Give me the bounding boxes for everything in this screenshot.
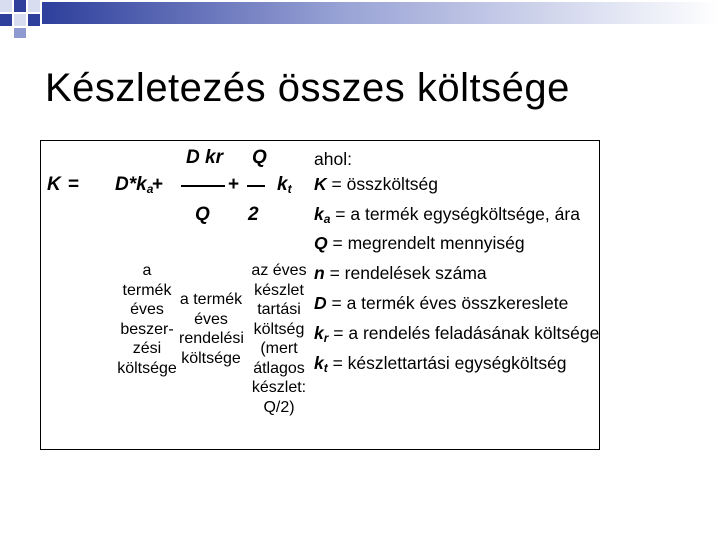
formula-box — [40, 140, 600, 450]
formula-plus-2: + — [228, 174, 240, 195]
formula-term1: $D*k_a$ — [115, 174, 154, 196]
explanation-line: a — [142, 262, 152, 279]
definition-item: K = összköltség — [314, 173, 439, 194]
formula-lhs: K — [47, 174, 61, 195]
explanation-line: tartási — [257, 301, 301, 318]
formula-term3: $k_t$ — [277, 174, 292, 196]
explanation-col-3 — [247, 261, 311, 417]
explanation-line: költség — [253, 320, 305, 338]
explanation-line: átlagos — [253, 359, 305, 377]
explanation-line: éves — [194, 310, 228, 328]
explanation-line: zési — [132, 340, 162, 357]
fraction1-bar — [181, 185, 225, 187]
explanation-line: költsége — [181, 349, 241, 367]
fraction1-numerator: D kr — [186, 147, 223, 168]
explanation-line: éves — [130, 301, 164, 318]
fraction2-bar — [247, 185, 265, 187]
explanation-line: a termék — [179, 291, 243, 308]
explanation-line: (mert — [260, 340, 298, 357]
explanation-line: készlet: — [251, 379, 307, 396]
formula-plus-1: + — [152, 174, 164, 195]
definition-item: n = rendelések száma — [314, 263, 487, 284]
definitions-header: ahol: — [314, 149, 352, 169]
fraction1-denominator: Q — [195, 204, 210, 225]
fraction2-denominator: 2 — [248, 204, 259, 225]
definition-item: D = a termék éves összkereslete — [314, 292, 569, 313]
definition-item: Q = megrendelt mennyiség — [314, 233, 525, 254]
explanation-line: költsége — [117, 359, 177, 377]
definition-item: $k_t$ = készlettartási egységköltség — [314, 352, 567, 375]
explanation-line: termék — [122, 281, 172, 299]
explanation-line: készlet — [254, 281, 304, 299]
explanation-line: rendelési — [179, 330, 244, 347]
fraction2-numerator: Q — [252, 147, 267, 168]
header-decoration — [0, 0, 720, 40]
slide-title: Készletezés összes költsége — [45, 66, 570, 110]
definition-item: $k_r = a$ rendelés feladásának költsége — [314, 322, 600, 345]
explanation-col-1 — [113, 261, 181, 378]
definitions-list — [314, 147, 599, 380]
definition-item: $k_a = a$ termék egységköltsége, ára — [314, 203, 580, 226]
explanation-line: Q/2) — [263, 398, 295, 416]
explanation-col-2 — [179, 290, 243, 368]
formula-equals: = — [68, 174, 80, 195]
explanation-line: az éves — [251, 262, 307, 279]
explanation-line: beszer- — [120, 320, 174, 338]
